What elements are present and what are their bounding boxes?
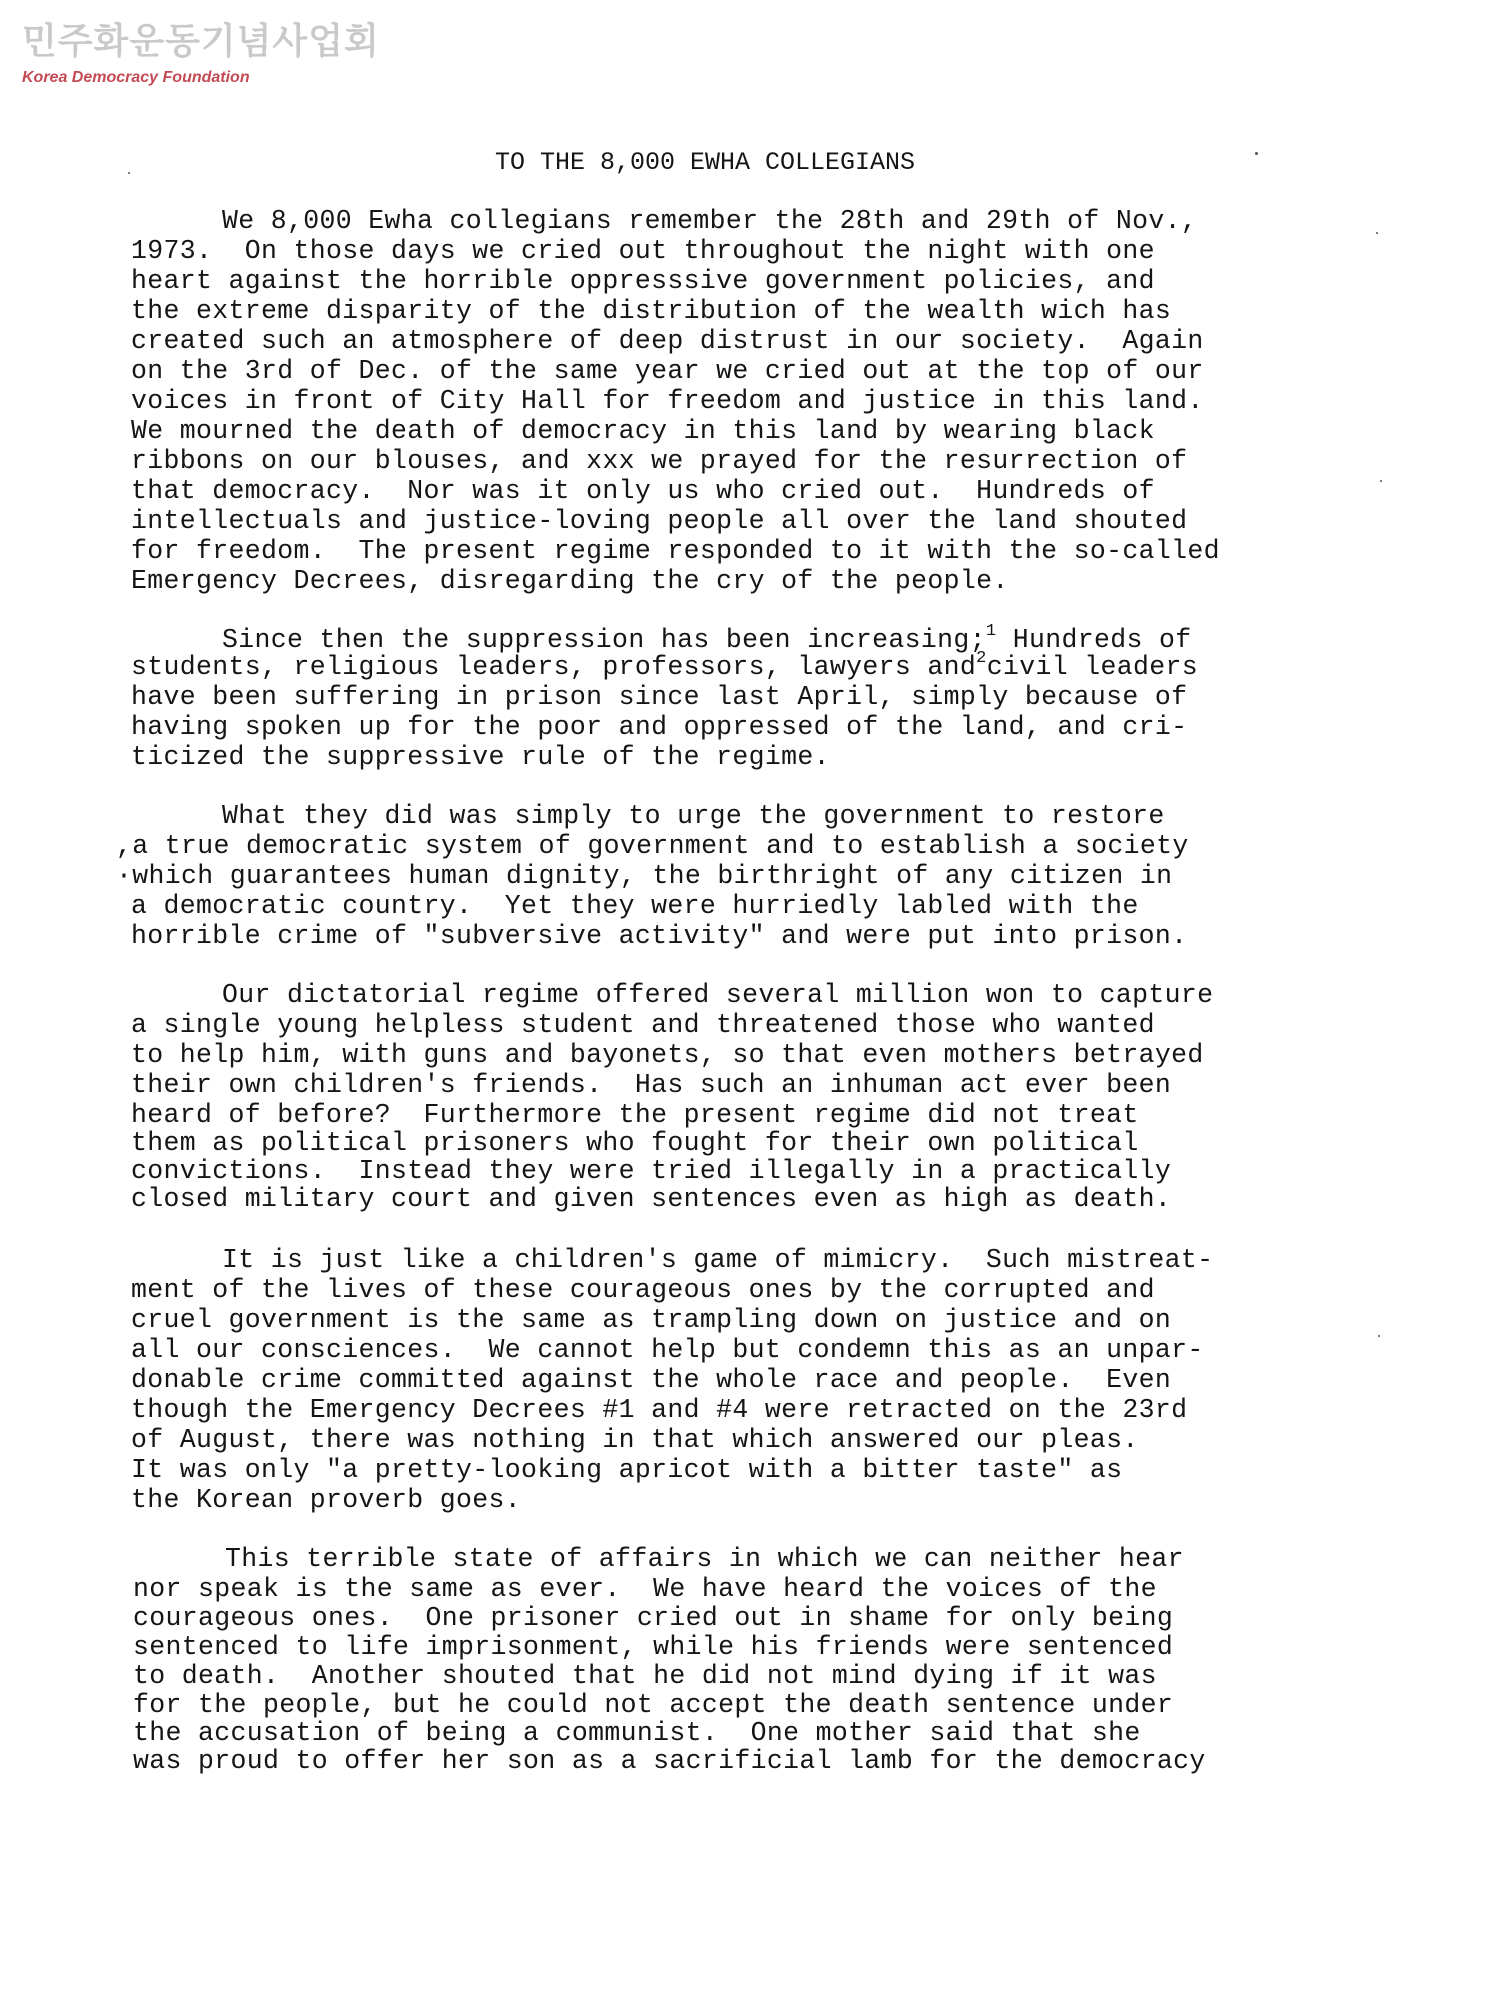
text-line: that democracy. Nor was it only us who cried out. Hundreds of (131, 476, 1155, 506)
text-span: students, religious leaders, professors, lawyers and (131, 652, 977, 682)
text-line: courageous ones. One prisoner cried out in shame for only being (133, 1603, 1174, 1633)
text-line: them as political prisoners who fought for their own political (131, 1128, 1139, 1158)
text-line: heart against the horrible oppresssive government policies, and (131, 266, 1155, 296)
text-line: on the 3rd of Dec. of the same year we cried out at the top of our (131, 356, 1204, 386)
text-line: ment of the lives of these courageous ones by the corrupted and (131, 1275, 1155, 1305)
watermark-english-text: Korea Democracy Foundation (22, 69, 250, 86)
letter-title: TO THE 8,000 EWHA COLLEGIANS (494, 148, 916, 177)
text-line: ticized the suppressive rule of the regime. (131, 742, 830, 772)
text-line: having spoken up for the poor and oppressed of the land, and cri- (131, 712, 1188, 742)
scan-speck (1255, 152, 1258, 155)
text-line: cruel government is the same as trampling down on justice and on (131, 1305, 1172, 1335)
text-line: for the people, but he could not accept the death sentence under (133, 1690, 1174, 1720)
text-line: though the Emergency Decrees #1 and #4 were retracted on the 23rd (131, 1395, 1188, 1425)
text-line: was proud to offer her son as a sacrificial lamb for the democracy (133, 1746, 1206, 1776)
text-line: to help him, with guns and bayonets, so that even mothers betrayed (131, 1040, 1204, 1070)
text-line: We mourned the death of democracy in this land by wearing black (131, 416, 1155, 446)
scan-speck (128, 172, 130, 174)
scan-speck (1380, 480, 1382, 482)
text-line: convictions. Instead they were tried illegally in a practically (131, 1156, 1172, 1186)
text-line: ·which guarantees human dignity, the birthright of any citizen in (116, 861, 1173, 891)
footnote-mark: 2 (976, 649, 987, 668)
text-line: What they did was simply to urge the government to restore (222, 801, 1165, 831)
text-line: Our dictatorial regime offered several million won to capture (222, 980, 1214, 1010)
text-line: closed military court and given sentences even as high as death. (131, 1184, 1172, 1214)
text-line: It was only "a pretty-looking apricot with a bitter taste" as (131, 1455, 1123, 1485)
text-line: for freedom. The present regime responded to it with the so-called (131, 536, 1220, 566)
text-line (131, 649, 1198, 686)
text-line: donable crime committed against the whole race and people. Even (131, 1365, 1172, 1395)
text-line: horrible crime of "subversive activity" and were put into prison. (131, 921, 1188, 951)
text-line: a single young helpless student and threatened those who wanted (131, 1010, 1155, 1040)
text-line: the Korean proverb goes. (131, 1485, 522, 1515)
text-line: 1973. On those days we cried out throughout the night with one (131, 236, 1155, 266)
text-span: Hundreds of (996, 625, 1192, 655)
text-line: the accusation of being a communist. One mother said that she (133, 1718, 1141, 1748)
text-line: ,a true democratic system of government and to establish a society (116, 831, 1189, 861)
text-line: It is just like a children's game of mimicry. Such mistreat- (222, 1245, 1214, 1275)
scan-speck (1376, 232, 1378, 234)
text-line: sentenced to life imprisonment, while his friends were sentenced (133, 1632, 1174, 1662)
text-line: We 8,000 Ewha collegians remember the 28th and 29th of Nov., (222, 206, 1198, 236)
text-line: intellectuals and justice-loving people all over the land shouted (131, 506, 1188, 536)
scan-speck (1378, 1335, 1380, 1337)
text-line: of August, there was nothing in that which answered our pleas. (131, 1425, 1139, 1455)
text-line: their own children's friends. Has such an inhuman act ever been (131, 1070, 1172, 1100)
text-line: created such an atmosphere of deep distrust in our society. Again (131, 326, 1204, 356)
text-span: Since then the suppression has been increasing; (222, 625, 986, 655)
text-line: nor speak is the same as ever. We have heard the voices of the (133, 1574, 1157, 1604)
footnote-mark: 1 (985, 622, 997, 641)
text-line: ribbons on our blouses, and xxx we prayed for the resurrection of (131, 446, 1188, 476)
text-line: voices in front of City Hall for freedom and justice in this land. (131, 386, 1204, 416)
text-line: Emergency Decrees, disregarding the cry of the people. (131, 566, 1009, 596)
text-line: a democratic country. Yet they were hurriedly labled with the (131, 891, 1139, 921)
text-line: This terrible state of affairs in which we can neither hear (225, 1544, 1184, 1574)
watermark-korean-text: 민주화운동기념사업회 (22, 21, 380, 62)
text-line: have been suffering in prison since last April, simply because of (131, 682, 1188, 712)
text-line: all our consciences. We cannot help but condemn this as an unpar- (131, 1335, 1204, 1365)
text-line: to death. Another shouted that he did not mind dying if it was (133, 1661, 1157, 1691)
text-line: heard of before? Furthermore the present regime did not treat (131, 1100, 1139, 1130)
text-line: the extreme disparity of the distribution of the wealth wich has (131, 296, 1172, 326)
text-span: civil leaders (986, 652, 1198, 682)
